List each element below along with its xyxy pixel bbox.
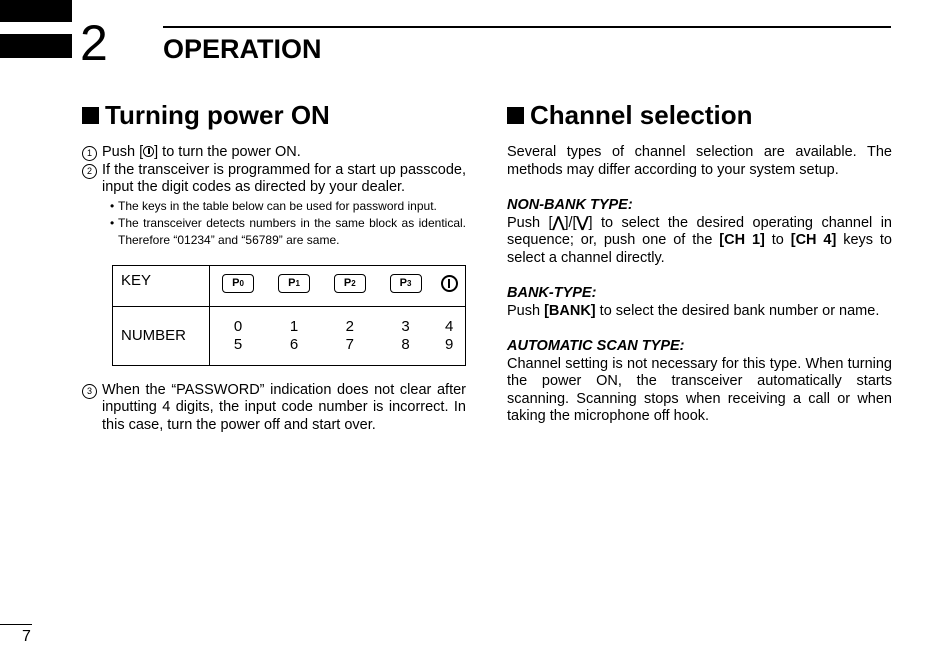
autoscan-paragraph: Channel setting is not necessary for this type. When turning the power ON, the transceiver automatically starts scanning. Scanning stops when receiving a call or when taking the microphone off hook. bbox=[507, 355, 892, 424]
step-text-after: ] to turn the power ON. bbox=[154, 144, 301, 160]
bullet-list bbox=[82, 198, 466, 249]
section-title-power bbox=[82, 98, 466, 132]
step-3 bbox=[82, 382, 466, 435]
section-title-text: Channel selection bbox=[530, 100, 753, 130]
password-key-table bbox=[112, 265, 466, 366]
section-title-channel bbox=[507, 98, 892, 132]
number-cell: 3 8 bbox=[378, 306, 434, 365]
intro-paragraph: Several types of channel selection are available. The methods may differ according to your system setup. bbox=[507, 144, 892, 178]
page-number-rule bbox=[0, 624, 32, 625]
down-arrow-icon: ⋁ bbox=[576, 214, 589, 231]
p1-key-icon: P1 bbox=[278, 274, 310, 293]
up-arrow-icon: ⋀ bbox=[552, 214, 565, 231]
bank-heading: BANK-TYPE: bbox=[507, 285, 597, 301]
section-title-text: Turning power ON bbox=[105, 100, 330, 130]
chapter-tab-bar-bottom bbox=[0, 34, 72, 58]
step-text: If the transceiver is programmed for a start up passcode, input the digit codes as directed by your dealer. bbox=[102, 161, 466, 195]
autoscan-heading: AUTOMATIC SCAN TYPE: bbox=[507, 338, 685, 354]
p3-key-icon: P3 bbox=[390, 274, 422, 293]
page-number: 7 bbox=[22, 628, 31, 645]
step-number: 2 bbox=[82, 164, 97, 179]
nonbank-paragraph: Push [⋀]/[⋁] to select the desired operating channel in sequence; or, push one of the [CH 1] to [CH 4] keys to select a channel directly. bbox=[507, 214, 892, 266]
power-key-icon bbox=[441, 275, 458, 292]
number-cell: 1 6 bbox=[266, 306, 322, 365]
chapter-number: 2 bbox=[80, 15, 108, 71]
p0-key-icon: P0 bbox=[222, 274, 254, 293]
number-cell: 2 7 bbox=[322, 306, 378, 365]
header-rule bbox=[163, 26, 891, 28]
bullet-item: • The transceiver detects numbers in the same block as identical. Therefore “01234” and “56789” are same. bbox=[110, 215, 466, 249]
right-column bbox=[507, 98, 892, 426]
ch1-key: [CH 1] bbox=[719, 232, 765, 248]
step-number: 3 bbox=[82, 384, 97, 399]
bullet-item: • The keys in the table below can be used for password input. bbox=[110, 198, 466, 215]
square-bullet-icon bbox=[82, 107, 99, 124]
number-row-label: NUMBER bbox=[113, 306, 210, 365]
step-2 bbox=[82, 162, 466, 197]
step-number: 1 bbox=[82, 146, 97, 161]
bank-paragraph: Push [BANK] to select the desired bank number or name. bbox=[507, 302, 880, 319]
number-cell: 4 9 bbox=[433, 306, 465, 365]
number-cell: 0 5 bbox=[210, 306, 267, 365]
ch4-key: [CH 4] bbox=[790, 232, 837, 248]
bank-key: [BANK] bbox=[544, 302, 596, 319]
square-bullet-icon bbox=[507, 107, 524, 124]
chapter-tab-bar-top bbox=[0, 0, 72, 22]
step-text-before: Push [ bbox=[102, 144, 144, 160]
chapter-title: OPERATION bbox=[163, 34, 322, 64]
step-1 bbox=[82, 144, 466, 162]
key-row-label: KEY bbox=[113, 265, 210, 306]
left-column bbox=[82, 98, 466, 434]
step-text: When the “PASSWORD” indication does not clear after inputting 4 digits, the input code number is incorrect. In this case, turn the power off and start over. bbox=[102, 381, 466, 433]
nonbank-heading: NON-BANK TYPE: bbox=[507, 197, 633, 213]
p2-key-icon: P2 bbox=[334, 274, 366, 293]
power-icon bbox=[143, 146, 154, 157]
